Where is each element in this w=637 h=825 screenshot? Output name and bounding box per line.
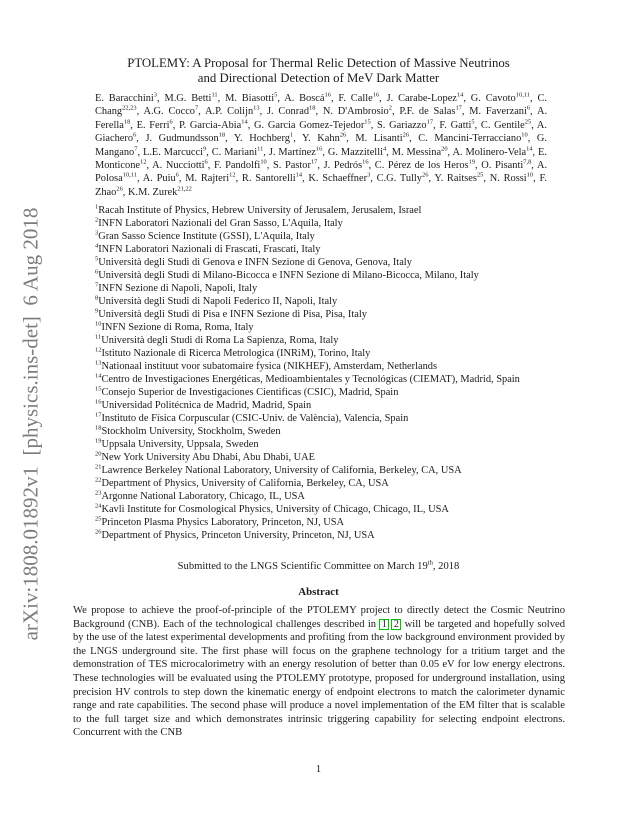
affiliation-item: $^{24}$Kavli Institute for Cosmological Physics, University of Chicago, Chicago, IL, USA	[95, 502, 449, 515]
author: A. Puiu$^6$	[142, 171, 179, 185]
affiliation-item: $^8$Università degli Studi di Napoli Federico II, Napoli, Italy	[95, 294, 338, 307]
submitted-note	[0, 561, 637, 572]
author: M.G. Betti$^{11}$	[164, 91, 218, 104]
affiliation-item: $^{11}$Università degli Studi di Roma La Sapienza, Roma, Italy	[95, 333, 339, 346]
author: F. Gatti$^5$	[439, 118, 475, 131]
paper-title-line1: PTOLEMY: A Proposal for Thermal Relic Detection of Massive Neutrinos	[127, 56, 510, 70]
affiliation-item: $^{14}$Centro de Investigaciones Energéticas, Medioambientales y Tecnológicas (CIEMAT), Madrid, Spain	[95, 372, 520, 385]
author: A.G. Cocco$^7$	[143, 104, 199, 118]
author: J. Carabe-Lopez$^{14}$	[386, 91, 464, 104]
author: F. Calle$^{16}$	[338, 91, 380, 104]
affiliation-item: $^{12}$Istituto Nazionale di Ricerca Metrologica (INRiM), Torino, Italy	[95, 346, 371, 359]
author: G. Garcia Gomez-Tejedor$^{15}$	[254, 118, 371, 131]
author: Y. Kahn$^{26}$	[301, 131, 347, 145]
affiliation-item: $^6$Università degli Studi di Milano-Bicocca e INFN Sezione di Milano-Bicocca, Milano, Italy	[95, 268, 479, 281]
affiliation-item: $^{17}$Instituto de Física Corpuscular (CSIC-Univ. de València), Valencia, Spain	[95, 411, 409, 424]
affiliation-item: $^{10}$INFN Sezione di Roma, Roma, Italy	[95, 320, 254, 333]
author: C. Pérez de los Heros$^{19}$	[374, 158, 476, 172]
author: O. Pisanti$^{7,8}$	[481, 158, 532, 172]
author: J. Martínez$^{16}$	[268, 145, 323, 158]
affiliation-item: $^{22}$Department of Physics, University of California, Berkeley, CA, USA	[95, 476, 389, 489]
author: M. Lisanti$^{26}$	[355, 131, 410, 145]
author: A. Giachero$^6$	[95, 119, 548, 145]
author: N. D'Ambrosio$^2$	[322, 104, 392, 118]
affiliation-item: $^7$INFN Sezione di Napoli, Napoli, Italy	[95, 281, 258, 294]
author: S. Pastor$^{17}$	[272, 158, 318, 172]
submitted-text-post: , 2018	[432, 561, 460, 572]
author: M. Biasotti$^5$	[225, 91, 278, 104]
author: G. Mazzitelli$^4$	[327, 145, 387, 158]
author: G. Mangano$^7$	[95, 133, 547, 158]
page-number: 1	[315, 764, 322, 775]
author: J. Conrad$^{18}$	[267, 104, 316, 118]
affiliation-item: $^{26}$Department of Physics, Princeton University, Princeton, NJ, USA	[95, 528, 375, 541]
affiliation-item: $^9$Università degli Studi di Pisa e INFN Sezione di Pisa, Pisa, Italy	[95, 307, 367, 320]
abstract-text	[73, 604, 565, 740]
author: K. Schaeffner$^3$	[308, 171, 371, 185]
author: C. Chang$^{22,23}$	[95, 93, 547, 118]
author: Y. Raitses$^{25}$	[434, 171, 484, 185]
author: P.F. de Salas$^{17}$	[399, 104, 462, 118]
author: C. Gentile$^{25}$	[480, 118, 532, 131]
author: R. Santorelli$^{14}$	[241, 171, 303, 185]
author: A. Ferella$^{18}$	[95, 106, 548, 131]
affiliations-list	[95, 204, 550, 542]
author: P. Garcia-Abia$^{14}$	[179, 118, 248, 131]
affiliation-item: $^{16}$Universidad Politécnica de Madrid, Madrid, Spain	[95, 398, 312, 411]
author: Y. Hochberg$^1$	[233, 131, 294, 145]
affiliation-item: $^2$INFN Laboratori Nazionali del Gran Sasso, L'Aquila, Italy	[95, 216, 343, 229]
affiliation-item: $^{19}$Uppsala University, Uppsala, Sweden	[95, 437, 259, 450]
author: C. Mancini-Terracciano$^{10}$	[418, 131, 528, 145]
abstract-heading: Abstract	[298, 586, 339, 598]
author: M. Faverzani$^6$	[469, 104, 531, 118]
author: A. Nucciotti$^6$	[152, 158, 208, 172]
author: J. Pedrós$^{16}$	[323, 158, 369, 172]
affiliation-item: $^{21}$Lawrence Berkeley National Laboratory, University of California, Berkeley, CA, USA	[95, 463, 462, 476]
submitted-text-pre: Submitted to the LNGS Scientific Committee on March 19	[177, 561, 428, 572]
author: A. Molinero-Vela$^{14}$	[452, 145, 533, 158]
author: C. Mariani$^{11}$	[211, 145, 264, 158]
author: J. Gudmundsson$^{18}$	[145, 131, 226, 145]
arxiv-watermark: arXiv:1808.01892v1 [physics.ins-det] 6 Aug 2018	[18, 207, 43, 641]
author: A. Boscá$^{16}$	[284, 91, 331, 104]
author: F. Pandolfi$^{10}$	[213, 158, 267, 172]
author: K.M. Zurek$^{21,22}$	[128, 185, 192, 198]
author: S. Gariazzo$^{17}$	[377, 118, 434, 131]
abstract-part1: We propose to achieve the proof-of-principle of the PTOLEMY project to directly detect the Cosmic Neutrino Background (CNB). Each of the technological challenges described in	[73, 605, 565, 630]
author: N. Rossi$^{10}$	[489, 171, 534, 185]
citation-link-2[interactable]: 2	[391, 619, 401, 630]
affiliation-item: $^{18}$Stockholm University, Stockholm, Sweden	[95, 424, 281, 437]
author: G. Cavoto$^{10,11}$	[470, 91, 531, 104]
author: C.G. Tully$^{26}$	[376, 171, 429, 185]
author: M. Messina$^{20}$	[391, 145, 448, 158]
affiliation-item: $^{23}$Argonne National Laboratory, Chicago, IL, USA	[95, 489, 305, 502]
author: F. Zhao$^{26}$	[95, 173, 548, 198]
author: A.P. Colijn$^{13}$	[205, 104, 260, 118]
paper-title-line2: and Directional Detection of MeV Dark Matter	[197, 70, 440, 85]
author: E. Monticone$^{12}$	[95, 146, 547, 172]
abstract-part2: will be targeted and hopefully solved by the use of the latest experimental developments and profiting from the low background environment provided by the LNGS underground site. The first phase will focus on the graphene technology for a tritium target and the demonstration of TES microcalorimetry with an energy resolution of better than 0.05 eV for low energy electrons. These technologies will be evaluated using the PTOLEMY prototype, proposed for underground installation, using precision HV controls to step down the kinematic energy of endpoint electrons to match the calorimeter dynamic range and rate capabilities. The second phase will produce a novel implementation of the EM filter that is scalable to the full target size and which demonstrates intrinsic triggering capability for selecting endpoint electrons. Concurrent with the CNB	[73, 618, 565, 739]
affiliation-item: $^3$Gran Sasso Science Institute (GSSI), L'Aquila, Italy	[95, 229, 315, 242]
affiliation-item: $^{25}$Princeton Plasma Physics Laboratory, Princeton, NJ, USA	[95, 515, 345, 528]
affiliation-item: $^{20}$New York University Abu Dhabi, Abu Dhabi, UAE	[95, 450, 316, 463]
affiliation-item: $^{15}$Consejo Superior de Investigaciones Cientificas (CSIC), Madrid, Spain	[95, 385, 399, 398]
affiliation-item: $^5$Università degli Studi di Genova e INFN Sezione di Genova, Genova, Italy	[95, 255, 412, 268]
citation-link-1[interactable]: 1	[379, 619, 389, 630]
author: M. Rajteri$^{12}$	[185, 171, 236, 185]
author: E. Baracchini$^3$	[95, 91, 158, 104]
authors-block: E. Baracchini$^3$, M.G. Betti$^{11}$, M. Biasotti$^5$, A. Boscá$^{16}$, F. Calle$^{16}$, J. Carabe-Lopez$^{14}$, G. Cavoto$^{10,11}$, C. Chang$^{22,23}$, A.G. Cocco$^7$, A.P. Colijn$^{13}$, J. Conrad$^{18}$, N. D'Ambrosio$^2$, P.F. de Salas$^{17}$, M. Faverzani$^6$, A. Ferella$^{18}$, E. Ferri$^6$, P. Garcia-Abia$^{14}$, G. Garcia Gomez-Tejedor$^{15}$, S. Gariazzo$^{17}$, F. Gatti$^5$, C. Gentile$^{25}$, A. Giachero$^6$, J. Gudmundsson$^{18}$, Y. Hochberg$^1$, Y. Kahn$^{26}$, M. Lisanti$^{26}$, C. Mancini-Terracciano$^{10}$, G. Mangano$^7$, L.E. Marcucci$^9$, C. Mariani$^{11}$, J. Martínez$^{16}$, G. Mazzitelli$^4$, M. Messina$^{20}$, A. Molinero-Vela$^{14}$, E. Monticone$^{12}$, A. Nucciotti$^6$, F. Pandolfi$^{10}$, S. Pastor$^{17}$, J. Pedrós$^{16}$, C. Pérez de los Heros$^{19}$, O. Pisanti$^{7,8}$, A. Polosa$^{10,11}$, A. Puiu$^6$, M. Rajteri$^{12}$, R. Santorelli$^{14}$, K. Schaeffner$^3$, C.G. Tully$^{26}$, Y. Raitses$^{25}$, N. Rossi$^{10}$, F. Zhao$^{26}$, K.M. Zurek$^{21,22}$	[95, 91, 548, 198]
author: L.E. Marcucci$^9$	[142, 145, 207, 158]
author: A. Polosa$^{10,11}$	[95, 160, 548, 185]
paper-title	[46, 56, 591, 86]
affiliation-item: $^{13}$Nationaal instituut voor subatomaire fysica (NIKHEF), Amsterdam, Netherlands	[95, 359, 438, 372]
author: E. Ferri$^6$	[136, 118, 173, 131]
submitted-sup: th	[427, 559, 433, 567]
affiliation-item: $^4$INFN Laboratori Nazionali di Frascati, Frascati, Italy	[95, 242, 321, 255]
affiliation-item: $^1$Racah Institute of Physics, Hebrew University of Jerusalem, Jerusalem, Israel	[95, 203, 422, 216]
